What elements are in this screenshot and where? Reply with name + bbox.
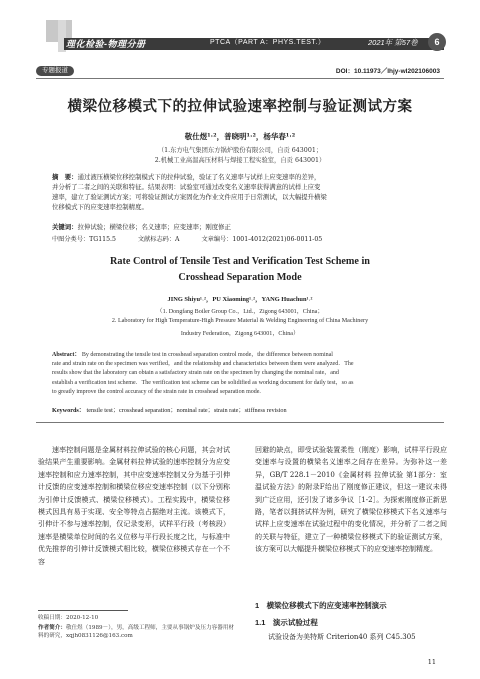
abstract-en	[52, 351, 432, 397]
abstract-en-line: results show that the laboratory can obtain a satisfactory strain rate on the specimen by changing the nominal rate，and	[52, 370, 339, 377]
doi[interactable]: DOI：10.11973／lhjy-wl202106003	[335, 68, 440, 75]
footnote-rule	[38, 610, 128, 611]
body-line: 试验设备为美特斯 Criterion40 系列 C45.305	[268, 633, 416, 641]
keywords-en-label: Keywords：	[52, 407, 85, 414]
abstract-en-label: Abstract：	[52, 352, 81, 358]
keywords-cn	[52, 222, 231, 231]
authors-cn: 敬仕煜¹˒²，普晓明¹˒²，杨华春¹˒²	[184, 132, 296, 141]
author-bio-text: 敬仕煜（1989－），男，高级工程师，主要从事锅炉及压力容器用材料的研究，xqjh0831126@163.com	[38, 625, 235, 639]
keywords-cn-label: 关键词：	[52, 223, 78, 231]
author-bio	[38, 624, 238, 640]
abstract-en-line: to greatly improve the control accuracy of the strain rate in crosshead separation mode.	[52, 388, 261, 395]
journal-header	[0, 0, 480, 60]
abstract-cn-line: 速率，建立了验证测试方案；可将验证测试方案固化为作业文件应用于日常测试，以大幅提升横梁	[52, 193, 327, 201]
abstract-en-line: establish a verification test scheme．The verification test scheme can be solidified as working document for daily test，so as	[52, 379, 354, 386]
body-column-right: 回避的缺点，即受试验装置柔性（刚度）影响，试样平行段应变速率与设置的横梁名义速率之间存在差异。为弥补这一差异，GB/T 228.1－2010《金属材料 拉伸试验 第1部分：室温试验方法》的附录F给出了刚度修正建议，但这一建议未得到广泛应用，还引发了诸多争议［1-2］。为探索刚度修正新思路，笔者以拥挤试样为例，研究了横梁位移模式下名义速率与试样上应变速率在试验过程中的变化情况，并分析了二者之间的关联与特征，建立了一种横梁位移模式下的验证测试方案，该方案可以大幅提升横梁位移模式下的应变速率控制精度。	[255, 446, 447, 554]
issue-label: 2021年 第57卷	[368, 38, 418, 47]
title-en-line-2: Crosshead Separation Mode	[178, 272, 302, 283]
abstract-cn-label: 摘 要：	[52, 173, 78, 181]
affiliation-en-2: 2. Laboratory for High Temperature-High Pressure Material & Welding Engineering of China Machinery	[111, 318, 369, 324]
section-heading-1-1: 1.1 演示试验过程	[255, 618, 318, 627]
issue-number-badge: 6	[428, 33, 446, 51]
article-number: 文章编号：1001-4012(2021)06-0011-05	[201, 236, 323, 243]
clc-number: 中图分类号：TG115.5	[52, 236, 116, 243]
received-date: 收稿日期：2020-12-10	[38, 615, 99, 621]
classification-row	[52, 234, 432, 243]
document-code: 文献标志码：A	[137, 236, 180, 243]
authors-en: JING Shiyu¹˒²，PU Xiaoming¹˒²，YANG Huachun¹˒²	[167, 296, 313, 303]
title-en-line-1: Rate Control of Tensile Test and Verification Test Scheme in	[110, 256, 370, 267]
keywords-en	[52, 405, 287, 414]
affiliation-en-3: Industry Federation，Zigong 643001，China）	[180, 331, 300, 337]
abstract-cn-line: 位移模式下的应变速率控制精度。	[52, 203, 148, 211]
abstract-rule	[36, 422, 444, 423]
abstract-cn	[52, 172, 432, 212]
section-heading-1: 1 横梁位移模式下的应变速率控制演示	[255, 601, 387, 610]
journal-name-cn: 理化检验-物理分册	[66, 39, 146, 49]
abstract-cn-line: 并分析了二者之间的关联和特征。结果表明：试验室可通过改变名义速率获得满意的试样上应变	[52, 183, 321, 191]
page-number: 11	[427, 658, 436, 666]
abstract-en-line: rate and strain rate on the specimen was verified，and the relationship and characteristics between them were analyzed．The	[52, 361, 354, 368]
keywords-en-text: tensile test；crosshead separation；nominal rate；strain rate；stiffness revision	[86, 407, 287, 414]
affiliation-cn-2: 2.机械工业高温高压材料与焊接工程实验室，自贡 643001）	[154, 157, 326, 164]
affiliation-cn-1: （1.东方电气集团东方锅炉股份有限公司，自贡 643001；	[157, 147, 323, 154]
body-column-left: 速率控制问题是金属材料拉伸试验的核心问题，其会对试验结果产生重要影响。金属材料拉伸试验的速率控制分为应变速率控制和应力速率控制，其中应变速率控制又分为基于引伸计反馈的应变速率控制和横梁位移应变速率控制（以下分别称为引伸计反馈模式、横梁位移模式）。工程实践中，横梁位移模式因具有易于实现、安全等特点占据绝对主流。该模式下，引伸计不参与速率控制，仅记录变形，试样平行段（考核段）速率是横梁单位时间的名义位移与平行段长度之比，与标准中优先推荐的引伸计反馈模式相比较，横梁位移模式存在一个不容	[38, 446, 230, 566]
affiliation-en-1: （1. Dongfang Boiler Group Co.，Ltd.，Zigong 643001，China；	[156, 309, 324, 315]
column-tag: 专题报道	[36, 66, 74, 76]
abstract-en-line: By demonstrating the tensile test in crosshead separation control mode，the difference between nominal	[81, 352, 333, 358]
header-rule	[36, 78, 444, 79]
author-bio-label: 作者简介：	[38, 625, 66, 631]
journal-abbr: PTCA（PART A：PHYS.TEST.）	[210, 39, 326, 46]
abstract-cn-line: 通过液压横梁位移控制模式下的拉伸试验，验证了名义速率与试样上应变速率的差异，	[77, 173, 321, 181]
title-cn: 横梁位移模式下的拉伸试验速率控制与验证测试方案	[67, 98, 413, 115]
keywords-cn-text: 拉伸试验；横梁位移；名义速率；应变速率；刚度修正	[77, 223, 231, 231]
